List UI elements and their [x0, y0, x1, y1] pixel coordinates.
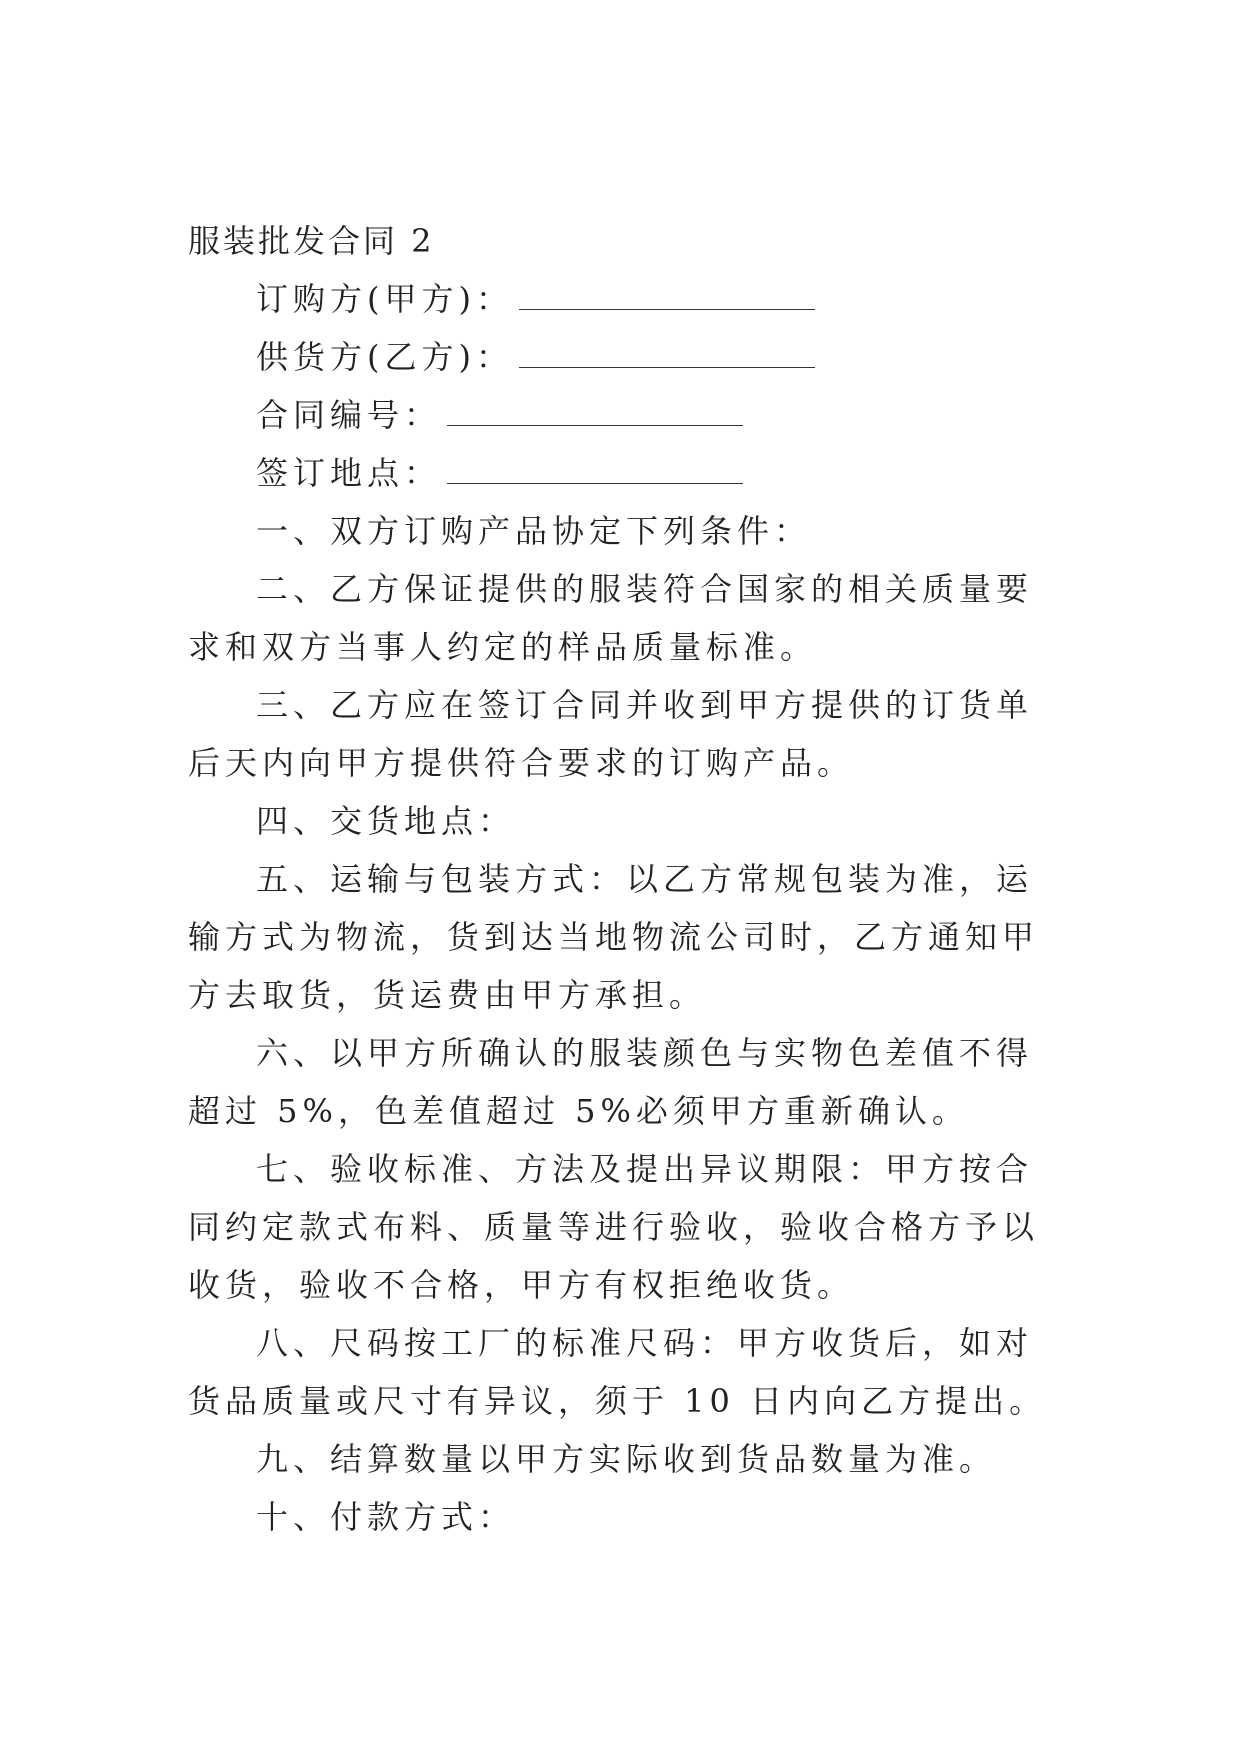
clause-8: 八、尺码按工厂的标准尺码：甲方收货后，如对货品质量或尺寸有异议，须于 10 日内向乙方提出。 [188, 1324, 1047, 1420]
signing-place-label: 签订地点： [256, 454, 442, 492]
clause-10: 十、付款方式： [256, 1498, 516, 1536]
buyer-field [188, 270, 1058, 328]
clause-6: 六、以甲方所确认的服装颜色与实物色差值不得超过 5%，色差值超过 5%必须甲方重新确认。 [188, 1034, 1034, 1130]
supplier-label: 供货方(乙方)： [256, 338, 513, 376]
clause-1: 一、双方订购产品协定下列条件： [256, 512, 812, 550]
contract-number-field [188, 386, 1058, 444]
clause-9: 九、结算数量以甲方实际收到货品数量为准。 [256, 1440, 997, 1478]
buyer-blank-line [519, 283, 815, 310]
supplier-blank-line [519, 341, 815, 368]
clause-4: 四、交货地点： [256, 802, 516, 840]
signing-place-blank-line [447, 457, 743, 484]
contract-title: 服装批发合同 2 [188, 222, 435, 260]
clause-3: 三、乙方应在签订合同并收到甲方提供的订货单后天内向甲方提供符合要求的订购产品。 [188, 686, 1034, 782]
signing-place-field [188, 444, 1058, 502]
clause-7: 七、验收标准、方法及提出异议期限：甲方按合同约定款式布料、质量等进行验收，验收合格方予以收货，验收不合格，甲方有权拒绝收货。 [188, 1150, 1040, 1304]
contract-body [188, 212, 1058, 1546]
contract-number-blank-line [447, 399, 743, 426]
supplier-field [188, 328, 1058, 386]
clause-5: 五、运输与包装方式：以乙方常规包装为准，运输方式为物流，货到达当地物流公司时，乙方通知甲方去取货，货运费由甲方承担。 [188, 860, 1040, 1014]
buyer-label: 订购方(甲方)： [256, 280, 513, 318]
clause-2: 二、乙方保证提供的服装符合国家的相关质量要求和双方当事人约定的样品质量标准。 [188, 570, 1034, 666]
contract-number-label: 合同编号： [256, 396, 442, 434]
